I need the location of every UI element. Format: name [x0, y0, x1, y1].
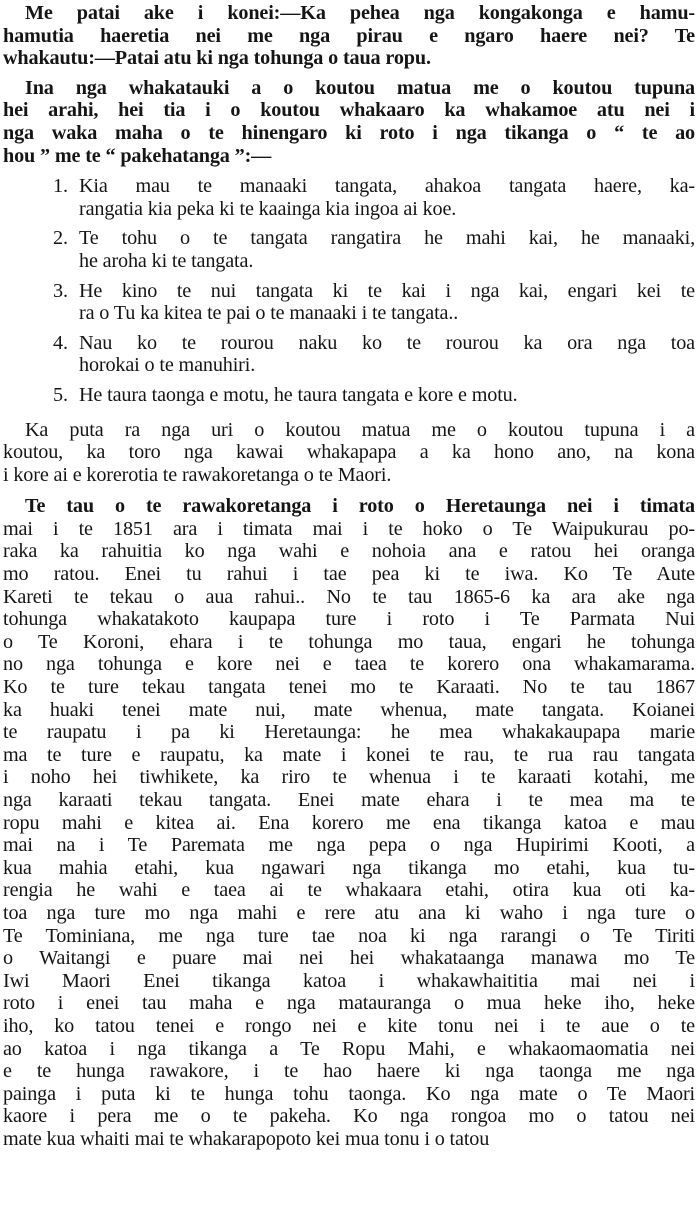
list-item	[3, 384, 695, 407]
text-line: Ina nga whakatauki a o koutou matua me o koutou tupuna	[25, 76, 695, 99]
list-number: 1.	[53, 175, 68, 198]
text-line: i kore ai e korerotia te rawakoretanga o te Maori.	[3, 463, 392, 486]
text-line: hamutia haeretia nei me nga pirau e ngaro haere nei? Te	[3, 24, 695, 47]
paragraph-rawakoretanga	[3, 495, 695, 1150]
text-line: o Waitangi e puare mai nei hei whakataanga manawa mo Te	[3, 947, 695, 970]
text-line: Te tau o te rawakoretanga i roto o Heretaunga nei i timata	[25, 495, 695, 518]
text-line: mo ratou. Enei tu rahui i tae pea ki te iwa. Ko Te Aute	[3, 563, 695, 586]
list-item	[3, 280, 695, 325]
text-line: rengia he wahi e taea ai te whakaara etahi, otira kua oti ka-	[3, 879, 695, 902]
paragraph-uri	[3, 419, 695, 487]
text-line: nga karaati tekau tangata. Enei mate ehara i te mea ma te	[3, 789, 695, 811]
text-line: Ko te ture tekau tangata tenei mo te Karaati. No te tau 1867	[3, 676, 695, 699]
text-line: horokai o te manuhiri.	[79, 354, 256, 377]
text-line: mate kua whaiti mai te whakarapopoto kei mua tonu i o tatou	[3, 1127, 490, 1150]
list-number: 2.	[53, 227, 68, 250]
list-item	[3, 332, 695, 377]
text-line: nga waka maha o te hinengaro ki roto i nga tikanga o “ te ao	[3, 121, 695, 144]
text-line: mai i te 1851 ara i timata mai i te hoko o Te Waipukurau po-	[3, 517, 695, 540]
text-line: Ka puta ra nga uri o koutou matua me o koutou tupuna i a	[25, 418, 695, 441]
text-line: roto i enei tau maha e nga matauranga o mua heke iho, heke	[3, 992, 695, 1015]
list-number: 3.	[53, 279, 68, 302]
text-line: he aroha ki te tangata.	[79, 249, 254, 272]
text-line: raka ka rahuitia ko nga wahi e nohoia ana e ratou hei oranga	[3, 540, 695, 563]
text-line: Me patai ake i konei:—Ka pehea nga kongakonga e hamu-	[25, 2, 695, 24]
text-line: ka huaki tenei mate nui, mate whenua, mate tangata. Koianei	[3, 698, 695, 721]
text-line: kaore i pera me o te pakeha. Ko nga rongoa mo o tatou nei	[3, 1105, 695, 1128]
text-line: Kareti te tekau o aua rahui.. No te tau 1865-6 ka ara ake nga	[3, 585, 695, 608]
text-line: mai na i Te Paremata me nga pepa o nga Hupirimi Kooti, a	[3, 834, 695, 857]
text-line: ma te ture e raupatu, ka mate i konei te rau, te rua rau tangata	[3, 743, 695, 766]
text-line: ra o Tu ka kitea te pai o te manaaki i te tangata..	[79, 302, 459, 325]
text-line: Iwi Maori Enei tikanga katoa i whakawhaititia mai nei i	[3, 969, 695, 992]
intro-paragraph	[3, 2, 695, 70]
text-line: e te hunga rawakore, i te hao haere ki nga taonga me nga	[3, 1060, 695, 1083]
text-line: Nau ko te rourou naku ko te rourou ka ora nga toa	[79, 331, 695, 354]
text-line: painga i puta ki te hunga tohu taonga. Ko nga mate o Te Maori	[3, 1082, 695, 1105]
text-line: whakautu:—Patai atu ki nga tohunga o taua ropu.	[3, 47, 431, 70]
text-line: toa nga ture mo nga mahi e rere atu ana ki waho i nga ture o	[3, 901, 695, 924]
text-line: koutou, ka toro nga kawai whakapapa a ka hono ano, na kona	[3, 441, 695, 464]
text-line: Te tohu o te tangata rangatira he mahi kai, he manaaki,	[79, 227, 695, 250]
text-line: hou ” me te “ pakehatanga ”:—	[3, 144, 272, 167]
text-line: He taura taonga e motu, he taura tangata e kore e motu.	[79, 383, 518, 406]
list-number: 5.	[53, 383, 68, 406]
paragraph-whakatauki	[3, 77, 695, 167]
text-line: ao katoa i nga tikanga a Te Ropu Mahi, e whakaomaomatia nei	[3, 1037, 695, 1060]
text-line: hei arahi, hei tia i o koutou whakaaro ka whakamoe atu nei i	[3, 99, 695, 122]
text-line: ropu mahi e kitea ai. Ena korero me ena tikanga katoa e mau	[3, 811, 695, 834]
text-line: te raupatu i pa ki Heretaunga: he mea whakakaupapa marie	[3, 721, 695, 744]
text-line: iho, ko tatou tenei e rongo nei e kite tonu nei i te aue o te	[3, 1014, 695, 1037]
list-number: 4.	[53, 331, 68, 354]
text-line: tohunga whakatakoto kaupapa ture i roto i Te Parmata Nui	[3, 608, 695, 631]
proverb-list	[3, 175, 695, 406]
text-line: o Te Koroni, ehara i te tohunga mo taua, engari he tohunga	[3, 630, 695, 653]
text-line: Kia mau te manaaki tangata, ahakoa tangata haere, ka-	[79, 175, 695, 198]
text-line: Te Tominiana, me nga ture tae noa ki nga rarangi o Te Tiriti	[3, 924, 695, 947]
text-line: i noho hei tiwhikete, ka riro te whenua i te karaati kotahi, me	[3, 766, 695, 789]
list-item	[3, 227, 695, 272]
text-line: no nga tohunga e kore nei e taea te korero ona whakamarama.	[3, 653, 695, 676]
text-line: rangatia kia peka ki te kaainga kia ingoa ai koe.	[79, 197, 457, 220]
text-line: kua mahia etahi, kua ngawari nga tikanga mo etahi, kua tu-	[3, 856, 695, 879]
text-line: He kino te nui tangata ki te kai i nga kai, engari kei te	[79, 279, 695, 302]
list-item	[3, 175, 695, 220]
